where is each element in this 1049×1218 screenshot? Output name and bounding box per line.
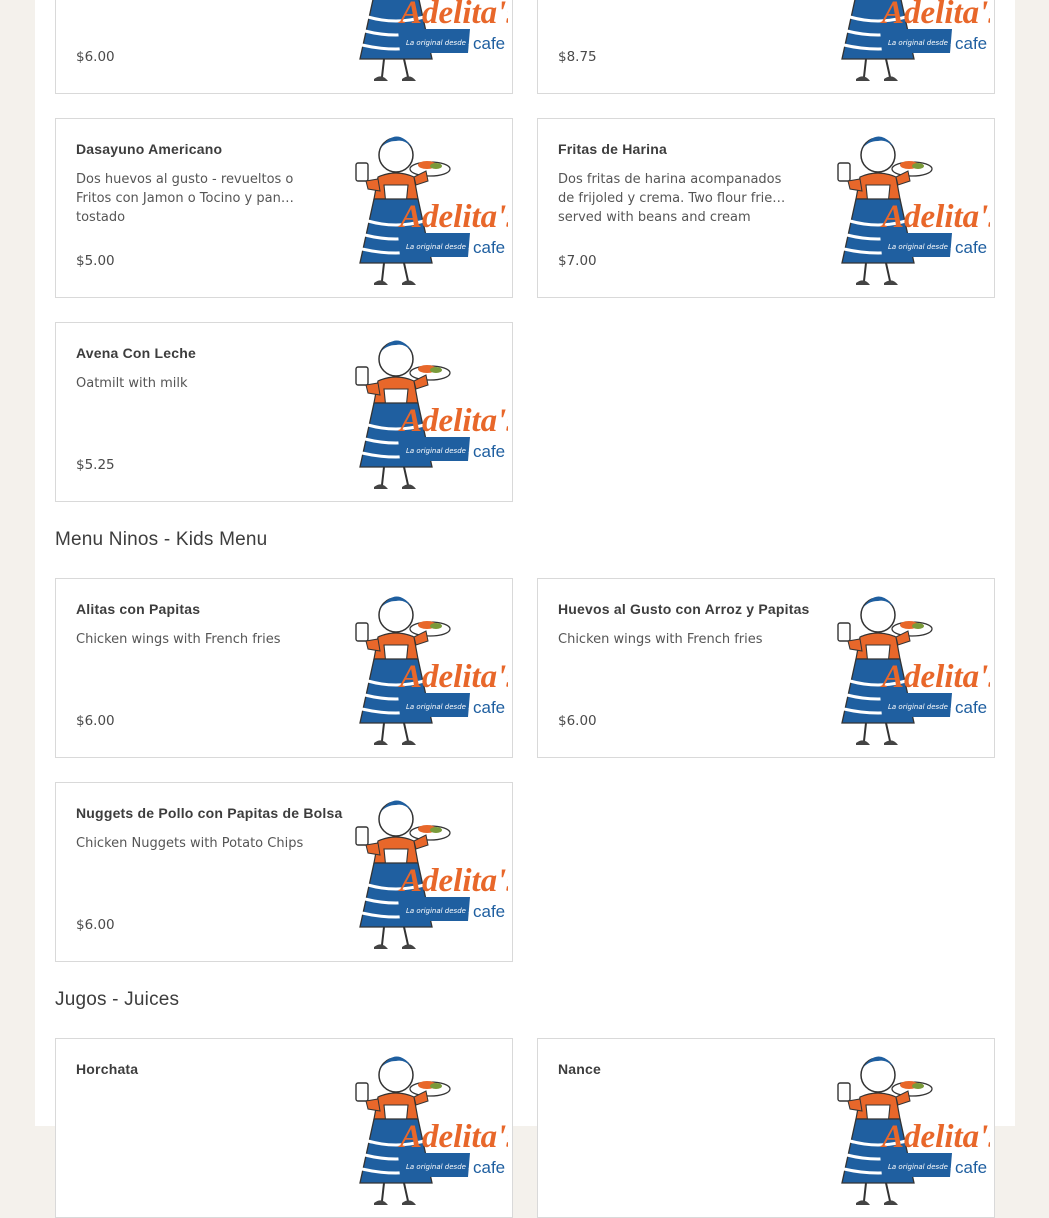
- item-description: Dos huevos al gusto - revueltos o Fritos con Jamon o Tocino y pan tostado: [76, 172, 294, 225]
- item-title: Nance: [558, 1061, 602, 1077]
- item-description: Chicken wings with French fries: [76, 632, 281, 647]
- item-price: $6.00: [558, 713, 597, 729]
- menu-item-card[interactable]: [55, 782, 513, 962]
- menu-item-card[interactable]: [537, 118, 995, 298]
- adelitas-logo-image: [352, 329, 508, 495]
- menu-item-card[interactable]: [537, 0, 995, 94]
- adelitas-logo-image: [352, 0, 508, 87]
- menu-item-card[interactable]: [55, 0, 513, 94]
- menu-item-card[interactable]: [537, 578, 995, 758]
- item-price: $6.00: [76, 49, 115, 65]
- item-price: $6.00: [76, 917, 115, 933]
- menu-item-card[interactable]: [55, 1038, 513, 1218]
- adelitas-logo-image: [352, 789, 508, 955]
- menu-item-card[interactable]: [55, 578, 513, 758]
- menu-item-card[interactable]: [55, 322, 513, 502]
- item-description: Oatmilt with milk: [76, 376, 188, 391]
- item-title: Dasayuno Americano: [76, 141, 223, 157]
- item-description: Chicken wings with French fries: [558, 632, 763, 647]
- adelitas-logo-image: [352, 125, 508, 291]
- adelitas-logo-image: [352, 585, 508, 751]
- item-title: Huevos al Gusto con Arroz y Papitas: [558, 601, 810, 617]
- adelitas-logo-image: [834, 0, 990, 87]
- item-price: $6.00: [76, 713, 115, 729]
- item-price: $8.75: [558, 49, 597, 65]
- section-heading-kids: Menu Ninos - Kids Menu: [55, 529, 268, 550]
- item-title: Fritas de Harina: [558, 141, 668, 157]
- item-description: Dos fritas de harina acompanados de frijoled y crema. Two flour fries served with beans and cream: [558, 172, 782, 225]
- adelitas-logo-image: [834, 125, 990, 291]
- menu-page: [35, 0, 1015, 1126]
- item-title: Avena Con Leche: [76, 345, 196, 361]
- item-description: Chicken Nuggets with Potato Chips: [76, 836, 304, 851]
- menu-item-card[interactable]: [537, 1038, 995, 1218]
- item-title: Horchata: [76, 1061, 139, 1077]
- item-price: $5.25: [76, 457, 115, 473]
- section-heading-juices: Jugos - Juices: [55, 989, 180, 1010]
- adelitas-logo-image: [834, 1045, 990, 1211]
- item-title: Alitas con Papitas: [76, 601, 201, 617]
- adelitas-logo-image: [352, 1045, 508, 1211]
- menu-item-card[interactable]: [55, 118, 513, 298]
- item-price: $5.00: [76, 253, 115, 269]
- item-price: $7.00: [558, 253, 597, 269]
- adelitas-logo-image: [834, 585, 990, 751]
- item-title: Nuggets de Pollo con Papitas de Bolsa: [76, 805, 343, 821]
